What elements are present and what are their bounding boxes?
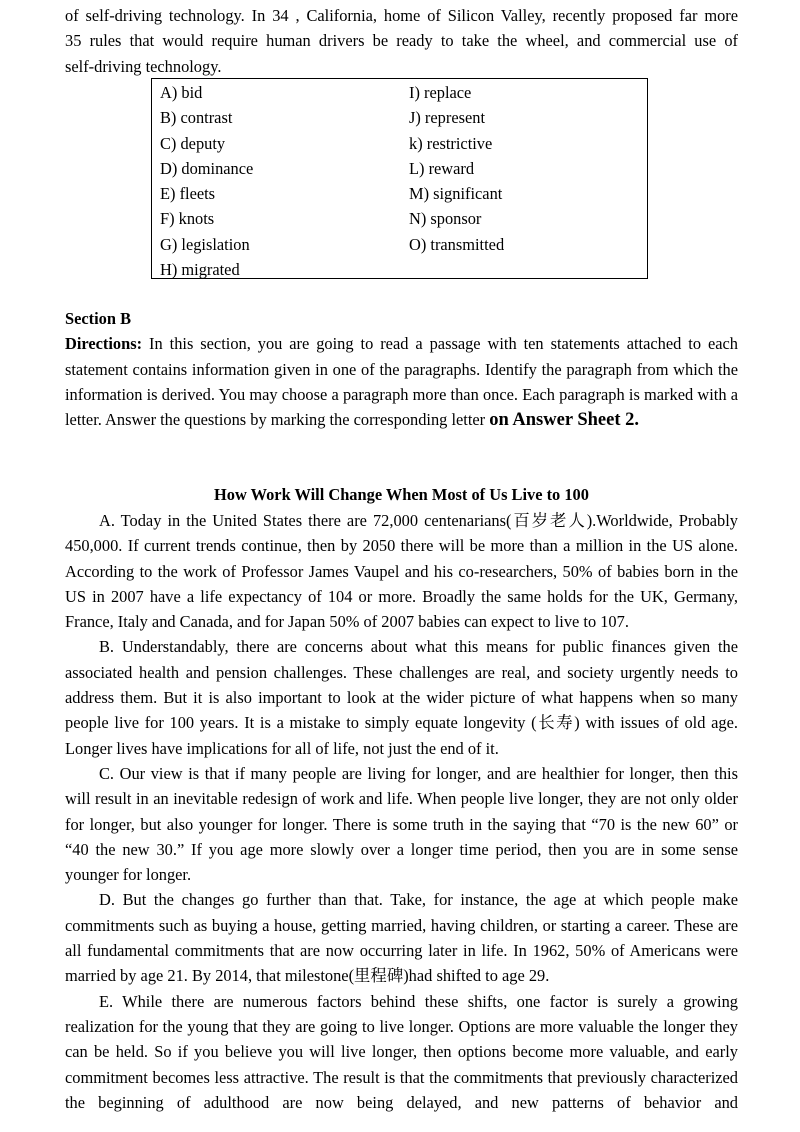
directions-emphasis: on Answer Sheet 2. bbox=[489, 410, 639, 431]
section-b bbox=[65, 306, 738, 433]
word-option: k) restrictive bbox=[409, 133, 493, 153]
directions-label: Directions: bbox=[65, 334, 143, 354]
word-option: E) fleets bbox=[160, 184, 216, 204]
word-option: F) knots bbox=[160, 209, 215, 229]
word-bank-box bbox=[151, 78, 648, 279]
paragraph-a: A. Today in the United States there are 72,000 centenarians(百岁老人).Worldwide, Probably 450,000. If current trends continue, then by 2050 there will be more than a million in the US alone. According to the work of Professor James Vaupel and his co-researchers, 50% of babies born in the US in 2007 have a life expectancy of 104 or more. Broadly the same holds for the UK, Germany, France, Italy and Canada, and for Japan 50% of 2007 babies can expect to live to 107. bbox=[65, 511, 738, 632]
word-option: J) represent bbox=[409, 108, 485, 128]
paragraph-d: D. But the changes go further than that. Take, for instance, the age at which people make commitments such as buying a house, getting married, having children, or starting a career. These are all fundamental commitments that are now occurring later in life. In 1962, 50% of Americans were married by age 21. By 2014, that milestone(里程碑)had shifted to age 29. bbox=[65, 890, 738, 986]
word-option: L) reward bbox=[409, 158, 475, 178]
paragraph-e: E. While there are numerous factors behind these shifts, one factor is surely a growing realization for the young that they are going to live longer. Options are more valuable the longer they can be held. So if you believe you will live longer, then options become more valuable, and early commitment becomes less attractive. The result is that the commitments that previously characterized the beginning of adulthood are now being delayed, and new patterns of behavior and bbox=[65, 991, 738, 1112]
text-line: of self-driving technology. In 34 , California, home of Silicon Valley, recently proposed far more bbox=[65, 6, 738, 25]
directions bbox=[65, 331, 738, 433]
passage-body bbox=[65, 508, 738, 1115]
word-option: I) replace bbox=[409, 83, 472, 102]
word-option: O) transmitted bbox=[409, 234, 505, 254]
section-heading: Section B bbox=[65, 309, 132, 328]
word-option: D) dominance bbox=[160, 158, 254, 178]
word-option: H) migrated bbox=[160, 260, 240, 280]
word-option: B) contrast bbox=[160, 108, 233, 128]
word-option: A) bid bbox=[160, 83, 203, 102]
section-a-passage-end bbox=[65, 3, 738, 79]
word-bank-right-column bbox=[409, 80, 504, 257]
text-line: self-driving technology. bbox=[65, 56, 222, 76]
directions-text: In this section, you are going to read a passage with ten statements attached to each statement contains information given in one of the paragraphs. Identify the paragraph from which the information is derived. You may choose a paragraph more than once. Each paragraph is marked with a letter. Answer the questions by marking the corresponding letter bbox=[65, 334, 738, 430]
word-option: N) sponsor bbox=[409, 209, 482, 229]
passage-title: How Work Will Change When Most of Us Live to 100 bbox=[214, 485, 589, 504]
text-line: 35 rules that would require human drivers be ready to take the wheel, and commercial use of bbox=[65, 31, 738, 51]
word-option: C) deputy bbox=[160, 133, 226, 153]
word-option: M) significant bbox=[409, 184, 503, 204]
paragraph-b: B. Understandably, there are concerns about what this means for public finances given the associated health and pension challenges. These challenges are real, and society urgently needs to address them. But it is also important to look at the wider picture of what happens when so many people live for 100 years. It is a mistake to simply equate longevity (长寿) with issues of old age. Longer lives have implications for all of life, not just the end of it. bbox=[65, 637, 738, 758]
word-bank-left-column bbox=[160, 80, 253, 282]
paragraph-c: C. Our view is that if many people are living for longer, and are healthier for longer, then this will result in an inevitable redesign of work and life. When people live longer, they are not only older for longer, but also younger for longer. There is some truth in the saying that “70 is the new 60” or “40 the new 30.” If you age more slowly over a longer time period, then you are in some sense younger for longer. bbox=[65, 763, 738, 885]
word-option: G) legislation bbox=[160, 234, 250, 254]
